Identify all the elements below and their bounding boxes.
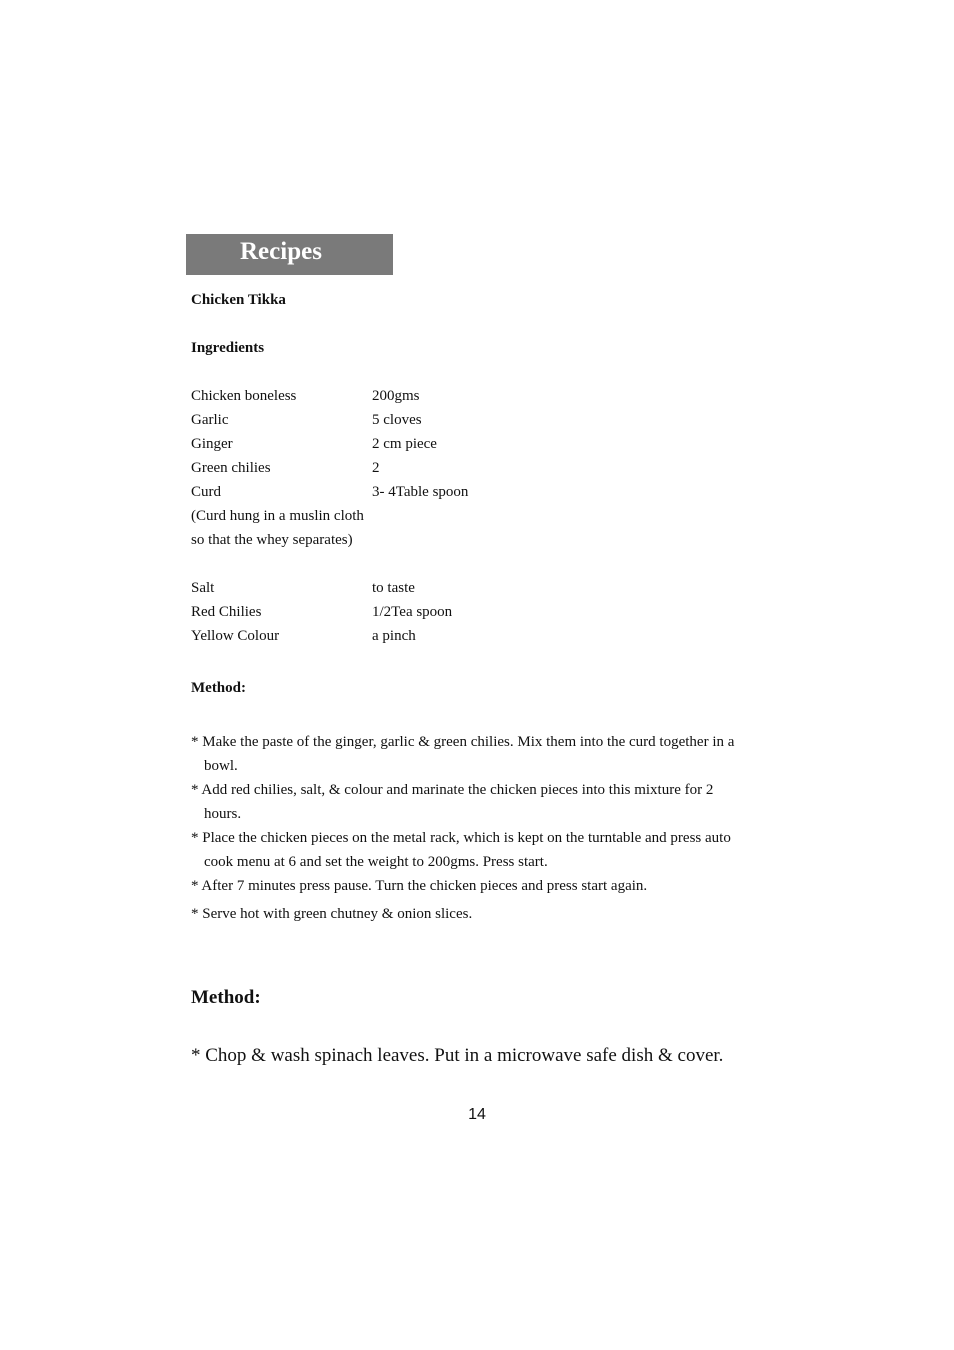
method-step-line: * Serve hot with green chutney & onion slices. [191,906,473,922]
ingredient-qty: 2 [372,460,380,476]
method-step-line: cook menu at 6 and set the weight to 200gms. Press start. [204,854,548,870]
ingredient-name: Garlic [191,412,229,428]
method-heading: Method: [191,680,246,696]
ingredient-name: Chicken boneless [191,388,297,404]
method-step [191,902,766,926]
ingredients-heading: Ingredients [191,340,265,356]
ingredient-qty: a pinch [372,628,416,644]
method-step-line: * Make the paste of the ginger, garlic & green chilies. Mix them into the curd together in a [191,734,735,750]
method-step [191,874,766,898]
method-step [191,730,766,778]
method-step-line: * Add red chilies, salt, & colour and marinate the chicken pieces into this mixture for 2 [191,782,714,798]
section-title: Recipes [240,238,322,265]
ingredient-qty: 1/2Tea spoon [372,604,453,620]
page-number: 14 [468,1106,486,1123]
ingredient-name: Red Chilies [191,604,262,620]
section-header [186,234,393,275]
ingredient-qty: 5 cloves [372,412,422,428]
ingredient-qty: 3- 4Table spoon [372,484,469,500]
curd-note: (Curd hung in a muslin cloth [191,508,364,524]
method-step [191,778,766,826]
ingredient-name: Green chilies [191,460,271,476]
curd-note: so that the whey separates) [191,532,353,548]
ingredient-name: Curd [191,484,221,500]
ingredient-qty: 2 cm piece [372,436,437,452]
ingredient-name: Yellow Colour [191,628,280,644]
method-text-large: * Chop & wash spinach leaves. Put in a microwave safe dish & cover. [191,1045,724,1066]
method-step-line: bowl. [204,758,238,774]
method-step-line: * Place the chicken pieces on the metal rack, which is kept on the turntable and press auto [191,830,731,846]
ingredient-qty: to taste [372,580,415,596]
method-heading-large: Method: [191,987,261,1008]
recipe-title: Chicken Tikka [191,292,286,308]
ingredient-qty: 200gms [372,388,420,404]
method-step [191,826,766,874]
method-step-line: * After 7 minutes press pause. Turn the chicken pieces and press start again. [191,878,648,894]
ingredient-name: Salt [191,580,215,596]
ingredient-name: Ginger [191,436,233,452]
method-step-line: hours. [204,806,242,822]
